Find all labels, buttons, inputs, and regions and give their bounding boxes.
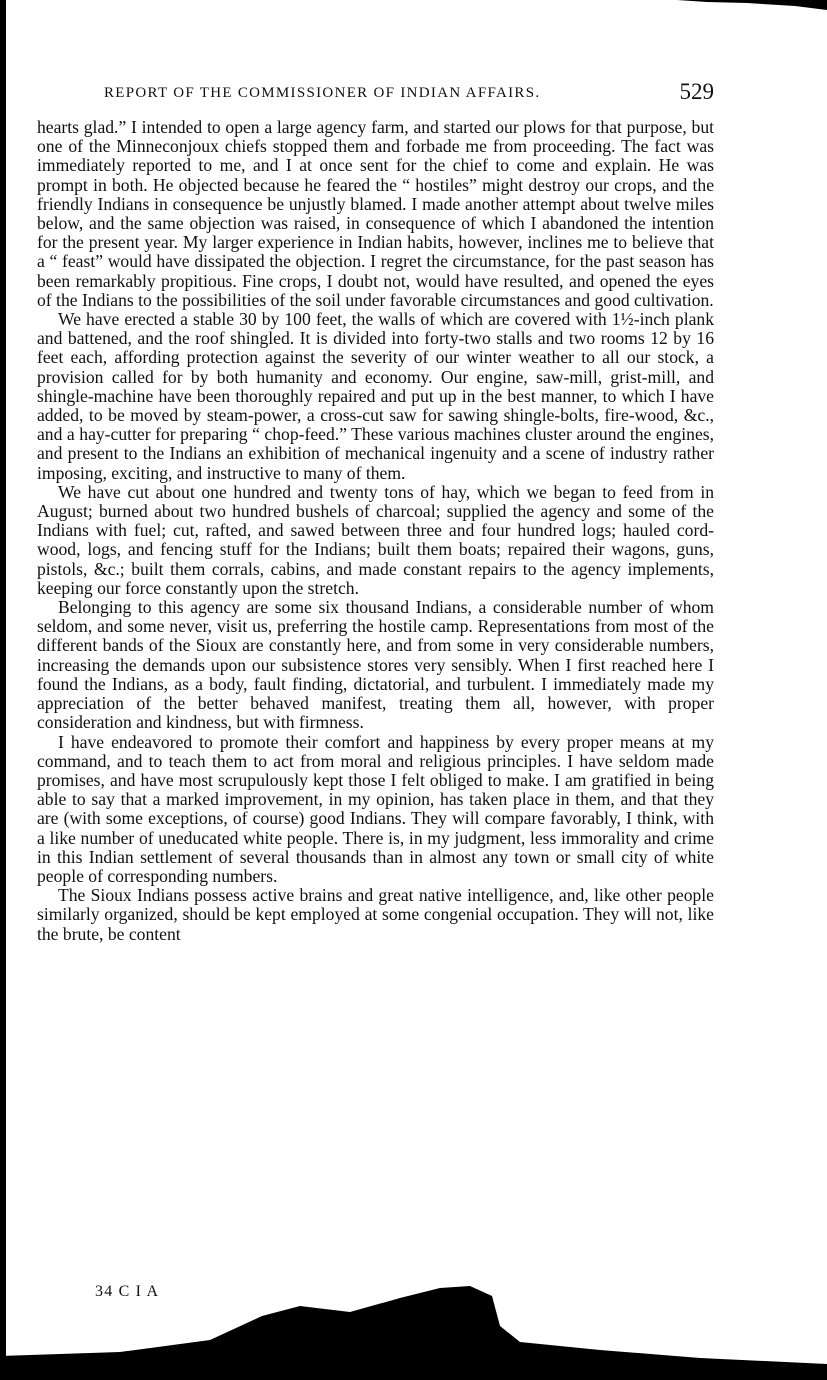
page-header [38,79,714,105]
paragraph: Belonging to this agency are some six thousand Indians, a considerable number of whom seldom, and some never, visit us, preferring the hostile camp. Representations from most of the different bands of the Sioux are constantly here, and from some in very considerable numbers, increasing the demands upon our subsistence stores very sensibly. When I first reached here I found the Indians, as a body, fault finding, dictatorial, and turbulent. I immediately made my appreciation of the better behaved manifest, treating them all, however, with proper consideration and kindness, but with firmness. [37,597,714,733]
paragraph: The Sioux Indians possess active brains and great native intelligence, and, like other people similarly organized, should be kept employed at some congenial occupation. They will not, like the brute, be content [37,885,714,944]
paragraph: hearts glad.” I intended to open a large agency farm, and started our plows for that purpose, but one of the Minneconjoux chiefs stopped them and forbade me from proceeding. The fact was immediately reported to me, and I at once sent for the chief to come and explain. He was prompt in both. He objected because he feared the “ hostiles” might destroy our crops, and the friendly Indians in consequence be unjustly blamed. I made another attempt about twelve miles below, and the same objection was raised, in consequence of which I abandoned the intention for the present year. My larger experience in Indian habits, however, inclines me to believe that a “ feast” would have dissipated the objection. I regret the circumstance, for the past season has been remarkably propitious. Fine crops, I doubt not, would have resulted, and opened the eyes of the Indians to the possibilities of the soil under favorable circumstances and good cultivation. [37,117,714,310]
torn-page-bottom [0,1286,827,1380]
paragraph: I have endeavored to promote their comfort and happiness by every proper means at my command, and to teach them to act from moral and religious principles. I have seldom made promises, and have most scrupulously kept those I felt obliged to make. I am gratified in being able to say that a marked improvement, in my opinion, has taken place in them, and that they are (with some exceptions, of course) good Indians. They will compare favorably, I think, with a like number of uneducated white people. There is, in my judgment, less immorality and crime in this Indian settlement of several thousands than in almost any town or small city of white people of corresponding numbers. [37,731,714,886]
signature-mark: 34 C I A [95,1283,160,1300]
torn-corner-top-right [677,0,827,16]
page-number: 529 [679,79,714,104]
paragraph: We have cut about one hundred and twenty tons of hay, which we began to feed from in August; burned about two hundred bushels of charcoal; supplied the agency and some of the Indians with fuel; cut, rafted, and sawed between three and four hundred logs; hauled cord-wood, logs, and fencing stuff for the Indians; built them boats; repaired their wagons, guns, pistols, &c.; built them corrals, cabins, and made constant repairs to the agency implements, keeping our force constantly upon the stretch. [37,481,714,598]
body-text [37,118,714,944]
scan-left-edge [0,0,6,1380]
paragraph: We have erected a stable 30 by 100 feet, the walls of which are covered with 1½-inch plank and battened, and the roof shingled. It is divided into forty-two stalls and two rooms 12 by 16 feet each, affording protection against the severity of our winter weather to all our stock, a provision called for by both humanity and economy. Our engine, saw-mill, grist-mill, and shingle-machine have been thoroughly repaired and put up in the best manner, to which I have added, to be moved by steam-power, a cross-cut saw for sawing shingle-bolts, fire-wood, &c., and a hay-cutter for preparing “ chop-feed.” These various machines cluster around the engines, and present to the Indians an exhibition of mechanical ingenuity and a scene of industry rather imposing, exciting, and instructive to many of them. [37,309,714,483]
running-title: REPORT OF THE COMMISSIONER OF INDIAN AFFAIRS. [104,85,541,101]
